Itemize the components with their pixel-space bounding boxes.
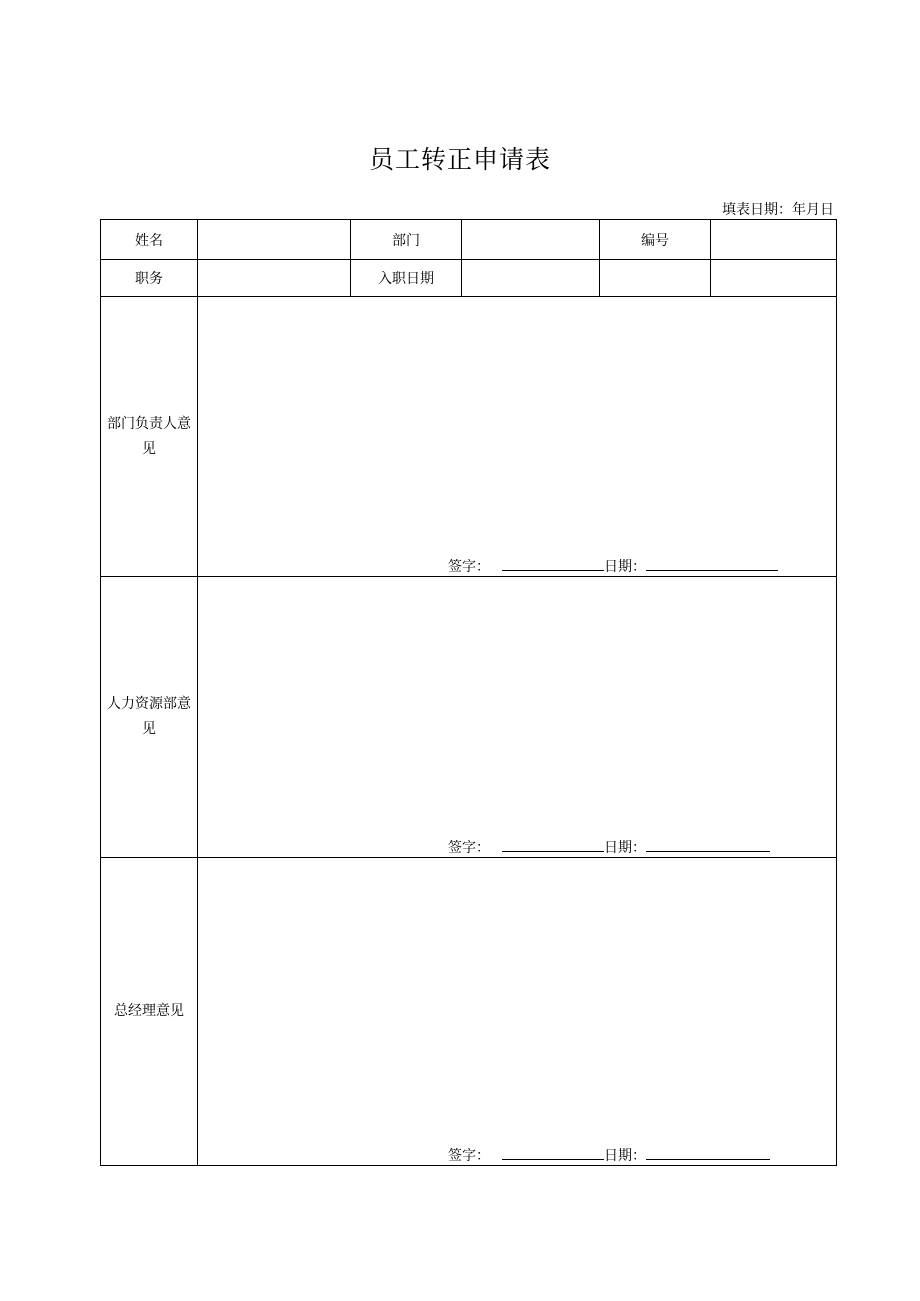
hr-opinion-label: 人力资源部意见 — [101, 577, 198, 858]
signature-blank[interactable] — [502, 557, 604, 571]
name-field[interactable] — [198, 220, 351, 260]
signature-label: 签字： — [448, 559, 490, 575]
hire-date-label: 入职日期 — [351, 260, 462, 297]
date-blank[interactable] — [646, 838, 770, 852]
dept-head-opinion-row — [101, 297, 837, 577]
hr-opinion-row — [101, 577, 837, 858]
employee-id-field[interactable] — [711, 220, 837, 260]
date-blank[interactable] — [646, 557, 778, 571]
fill-date-label: 填表日期：年月日 — [722, 202, 834, 218]
gm-opinion-label: 总经理意见 — [101, 858, 198, 1166]
gm-opinion-row — [101, 858, 837, 1166]
gm-opinion-field[interactable] — [198, 858, 837, 1166]
signature-label: 签字： — [448, 840, 490, 856]
hire-date-field[interactable] — [462, 260, 600, 297]
employee-id-label: 编号 — [600, 220, 711, 260]
name-label: 姓名 — [101, 220, 198, 260]
date-label: 日期： — [604, 840, 646, 856]
signature-date-line — [448, 1146, 770, 1165]
signature-blank[interactable] — [502, 838, 604, 852]
hr-opinion-field[interactable] — [198, 577, 837, 858]
form-row-basic-1 — [101, 220, 837, 260]
department-label: 部门 — [351, 220, 462, 260]
dept-head-opinion-label: 部门负责人意见 — [101, 297, 198, 577]
date-label: 日期： — [604, 1148, 646, 1164]
signature-date-line — [448, 557, 778, 576]
form-row-basic-2 — [101, 260, 837, 297]
empty-cell[interactable] — [711, 260, 837, 297]
application-form-table — [100, 219, 837, 1166]
position-field[interactable] — [198, 260, 351, 297]
date-label: 日期： — [604, 559, 646, 575]
position-label: 职务 — [101, 260, 198, 297]
date-blank[interactable] — [646, 1146, 770, 1160]
signature-blank[interactable] — [502, 1146, 604, 1160]
signature-label: 签字： — [448, 1148, 490, 1164]
empty-cell[interactable] — [600, 260, 711, 297]
signature-date-line — [448, 838, 770, 857]
form-title: 员工转正申请表 — [368, 145, 551, 174]
dept-head-opinion-field[interactable] — [198, 297, 837, 577]
department-field[interactable] — [462, 220, 600, 260]
